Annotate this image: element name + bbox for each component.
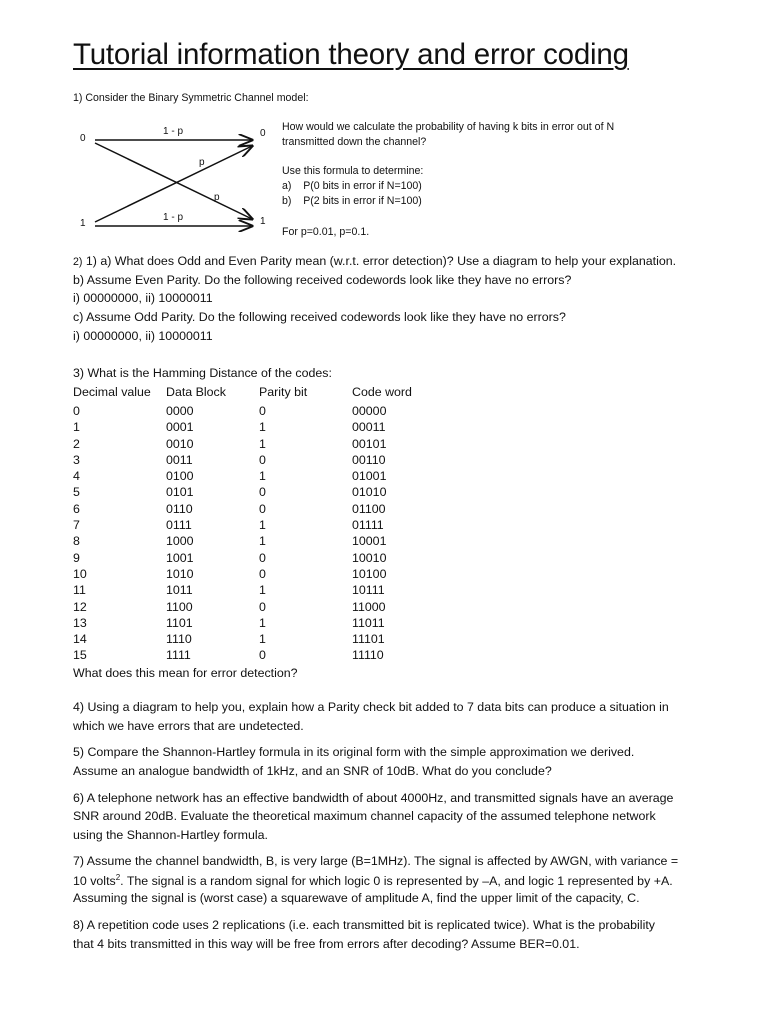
q8-line-2: that 4 bits transmitted in this way will be free from errors after decoding? Assume BER=0.01. xyxy=(73,937,580,951)
decimal-cell: 11 xyxy=(73,583,86,598)
data-block-cell: 0100 xyxy=(166,469,194,484)
q4-line-2: which we have errors that are undetected. xyxy=(73,719,304,733)
data-block-cell: 1100 xyxy=(166,599,193,614)
q3-outro: What does this mean for error detection? xyxy=(73,666,298,680)
q2-text: 1) a) What does Odd and Even Parity mean (w.r.t. error detection)? Use a diagram to help your explanation. xyxy=(82,254,677,268)
parity-bit-cell: 0 xyxy=(259,550,266,565)
code-word-cell: 11110 xyxy=(352,648,384,663)
code-word-cell: 10111 xyxy=(352,583,385,598)
bsc-diagram xyxy=(60,110,280,235)
input-0-label: 0 xyxy=(80,133,86,144)
parity-bit-cell: 1 xyxy=(259,518,266,533)
q1-question-line1: How would we calculate the probability of having k bits in error out of N xyxy=(282,121,615,133)
q1-formula-intro: Use this formula to determine: xyxy=(282,165,424,177)
q8-line-1: 8) A repetition code uses 2 replications (i.e. each transmitted bit is replicated twice). What is the probability xyxy=(73,918,655,932)
code-word-cell: 01111 xyxy=(352,518,384,533)
decimal-cell: 2 xyxy=(73,436,80,451)
decimal-cell: 15 xyxy=(73,648,87,663)
data-block-cell: 1010 xyxy=(166,566,194,581)
decimal-cell: 10 xyxy=(73,566,87,581)
parity-bit-cell: 1 xyxy=(259,632,266,647)
decimal-cell: 5 xyxy=(73,485,80,500)
parity-bit-cell: 0 xyxy=(259,648,266,663)
q7-line-3: Assuming the signal is (worst case) a squarewave of amplitude A, find the upper limit of the capacity, C. xyxy=(73,891,640,905)
parity-bit-cell: 0 xyxy=(259,452,266,467)
decimal-cell: 6 xyxy=(73,501,80,516)
q1-intro: 1) Consider the Binary Symmetric Channel model: xyxy=(73,92,309,104)
q2-number: 2) xyxy=(73,256,83,268)
code-word-cell: 01100 xyxy=(352,501,386,516)
code-word-cell: 10001 xyxy=(352,534,387,549)
decimal-cell: 7 xyxy=(73,518,80,533)
parity-bit-cell: 0 xyxy=(259,501,266,516)
q2-line-5: i) 00000000, ii) 10000011 xyxy=(73,329,213,343)
data-block-cell: 0001 xyxy=(166,420,194,435)
code-word-cell: 00000 xyxy=(352,404,387,418)
code-word-cell: 01010 xyxy=(352,485,387,500)
decimal-cell: 9 xyxy=(73,550,80,565)
q5-line-1: 5) Compare the Shannon-Hartley formula in its original form with the simple approximation we derived. xyxy=(73,745,635,759)
parity-bit-cell: 0 xyxy=(259,566,266,581)
decimal-cell: 0 xyxy=(73,404,80,418)
parity-bit-cell: 0 xyxy=(259,599,266,614)
data-block-cell: 1001 xyxy=(166,550,194,565)
decimal-cell: 12 xyxy=(73,599,87,614)
data-block-cell: 1110 xyxy=(166,632,192,647)
data-block-cell: 0110 xyxy=(166,501,193,516)
output-0-label: 0 xyxy=(260,128,266,139)
code-word-cell: 11011 xyxy=(352,615,385,630)
q2-line-2: b) Assume Even Parity. Do the following received codewords look like they have no errors? xyxy=(73,273,572,287)
data-block-cell: 0000 xyxy=(166,404,194,418)
code-word-cell: 11101 xyxy=(352,632,385,647)
parity-bit-cell: 1 xyxy=(259,420,266,435)
decimal-cell: 1 xyxy=(73,420,80,435)
data-block-cell: 1101 xyxy=(166,615,193,630)
top-prob-label: 1 - p xyxy=(163,126,184,137)
q7-line-1: 7) Assume the channel bandwidth, B, is very large (B=1MHz). The signal is affected by AWGN, with variance = xyxy=(73,854,679,868)
q3-intro: 3) What is the Hamming Distance of the codes: xyxy=(73,366,332,380)
data-block-cell: 1111 xyxy=(166,648,191,663)
q6-line-1: 6) A telephone network has an effective bandwidth of about 4000Hz, and transmitted signals have an average xyxy=(73,791,674,805)
data-block-cell: 0111 xyxy=(166,518,192,533)
header-code-word: Code word xyxy=(352,385,412,399)
q1-question-line2: transmitted down the channel? xyxy=(282,136,427,148)
parity-bit-cell: 0 xyxy=(259,485,266,500)
data-block-cell: 0010 xyxy=(166,436,194,451)
decimal-cell: 4 xyxy=(73,469,80,484)
q1-for: For p=0.01, p=0.1. xyxy=(282,226,370,238)
decimal-cell: 8 xyxy=(73,534,80,549)
q6-line-2: SNR around 20dB. Evaluate the theoretical maximum channel capacity of the assumed telephone network xyxy=(73,809,656,823)
cross-up-prob-label: p xyxy=(199,157,205,168)
code-word-cell: 00011 xyxy=(352,420,386,435)
q7-line-2 xyxy=(73,873,673,888)
parity-bit-cell: 1 xyxy=(259,583,266,598)
code-word-cell: 11000 xyxy=(352,599,386,614)
q7-units: 10 volts xyxy=(73,874,116,889)
data-block-cell: 1011 xyxy=(166,583,193,598)
code-word-cell: 00101 xyxy=(352,436,387,451)
parity-bit-cell: 1 xyxy=(259,469,266,484)
q7-superscript: 2 xyxy=(115,873,121,882)
bottom-prob-label: 1 - p xyxy=(163,212,184,223)
q6-line-3: using the Shannon-Hartley formula. xyxy=(73,828,268,842)
header-parity-bit: Parity bit xyxy=(259,385,308,399)
code-word-cell: 10010 xyxy=(352,550,387,565)
q7-text: . The signal is a random signal for which logic 0 is represented by –A, and logic 1 represented by +A. xyxy=(120,874,673,889)
code-word-cell: 10100 xyxy=(352,566,387,581)
cross-down-prob-label: p xyxy=(214,192,220,203)
q4-line-1: 4) Using a diagram to help you, explain how a Parity check bit added to 7 data bits can produce a situation in xyxy=(73,700,669,714)
parity-bit-cell: 1 xyxy=(259,436,266,451)
decimal-cell: 3 xyxy=(73,452,80,467)
q2-line-4: c) Assume Odd Parity. Do the following received codewords look like they have no errors? xyxy=(73,310,566,324)
data-block-cell: 1000 xyxy=(166,534,194,549)
code-word-cell: 01001 xyxy=(352,469,387,484)
parity-bit-cell: 0 xyxy=(259,404,266,418)
q1-part-b: b) P(2 bits in error if N=100) xyxy=(282,195,422,207)
q5-line-2: Assume an analogue bandwidth of 1kHz, and an SNR of 10dB. What do you conclude? xyxy=(73,764,552,778)
data-block-cell: 0101 xyxy=(166,485,194,500)
decimal-cell: 14 xyxy=(73,632,87,647)
parity-bit-cell: 1 xyxy=(259,615,266,630)
parity-bit-cell: 1 xyxy=(259,534,266,549)
page-title: Tutorial information theory and error coding xyxy=(73,38,629,71)
output-1-label: 1 xyxy=(260,216,266,227)
q2-line-1 xyxy=(73,254,676,268)
decimal-cell: 13 xyxy=(73,615,87,630)
header-data-block: Data Block xyxy=(166,385,226,399)
input-1-label: 1 xyxy=(80,218,86,229)
header-decimal: Decimal value xyxy=(73,385,151,399)
data-block-cell: 0011 xyxy=(166,452,193,467)
arrow-1-to-0 xyxy=(95,146,252,222)
arrow-0-to-1 xyxy=(95,143,252,219)
q2-line-3: i) 00000000, ii) 10000011 xyxy=(73,291,213,305)
code-word-cell: 00110 xyxy=(352,452,386,467)
q1-part-a: a) P(0 bits in error if N=100) xyxy=(282,180,422,192)
